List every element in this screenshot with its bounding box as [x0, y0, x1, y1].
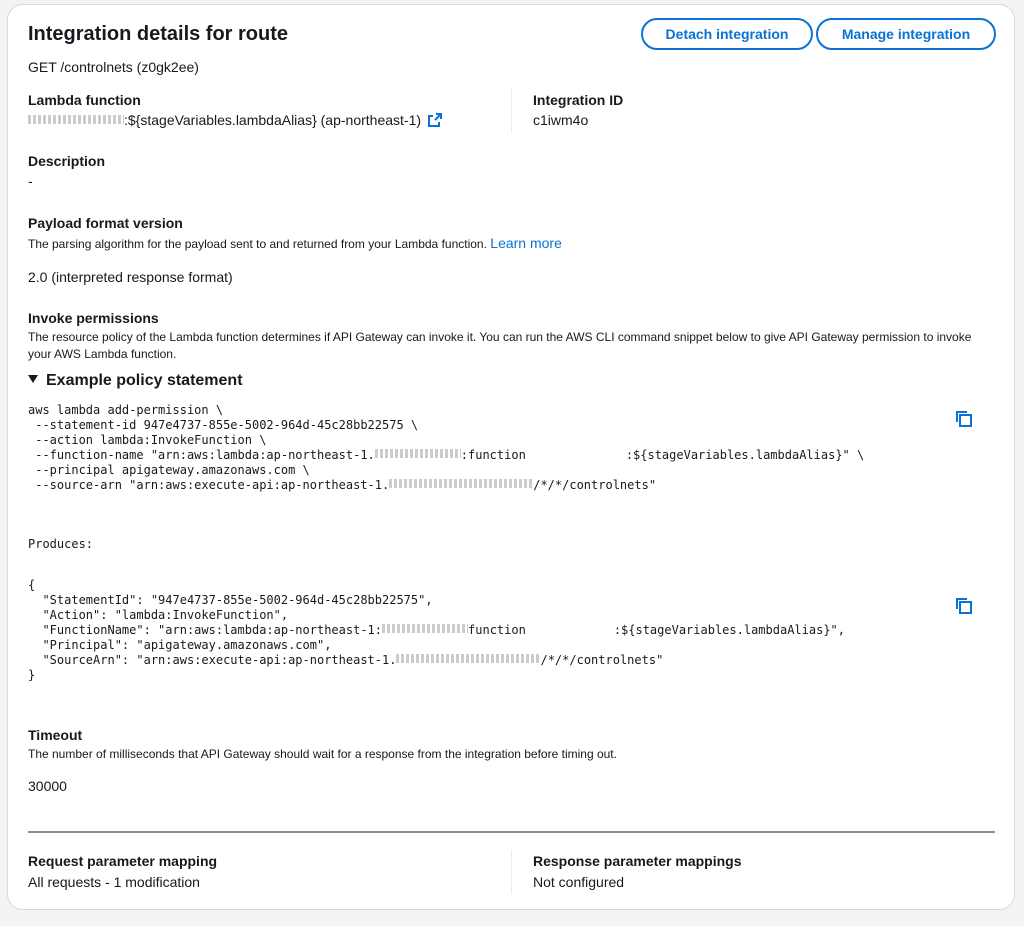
redacted-text: [28, 115, 124, 124]
request-mapping-label: Request parameter mapping: [28, 853, 218, 869]
code-line: "StatementId": "947e4737-855e-5002-964d-45c28bb22575",: [28, 593, 433, 607]
detach-integration-button[interactable]: Detach integration: [641, 18, 813, 50]
lambda-function-text: :${stageVariables.lambdaAlias} (ap-northeast-1): [124, 112, 422, 128]
code-segment: /*/*/controlnets": [533, 478, 657, 492]
lambda-function-label: Lambda function: [28, 92, 141, 108]
code-line: --statement-id 947e4737-855e-5002-964d-45c28bb22575 \: [28, 418, 419, 432]
timeout-value: 30000: [28, 778, 67, 794]
code-segment: :${stageVariables.lambdaAlias}",: [613, 623, 845, 637]
caret-down-icon: [28, 375, 38, 383]
payload-format-value: 2.0 (interpreted response format): [28, 269, 233, 285]
payload-format-label: Payload format version: [28, 215, 183, 231]
code-segment: --function-name "arn:aws:lambda:ap-northeast-1.: [28, 448, 375, 462]
code-line: --principal apigateway.amazonaws.com \: [28, 463, 310, 477]
redacted-text: [375, 449, 461, 458]
produces-label: Produces:: [28, 537, 94, 551]
code-line: "Action": "lambda:InvokeFunction",: [28, 608, 289, 622]
code-line: "Principal": "apigateway.amazonaws.com",: [28, 638, 332, 652]
code-segment: :${stageVariables.lambdaAlias}" \: [625, 448, 865, 462]
example-policy-expander[interactable]: [28, 372, 243, 390]
code-line: {: [28, 578, 36, 592]
description-value: -: [28, 173, 33, 189]
column-divider: [511, 850, 512, 894]
copy-json-icon[interactable]: [955, 597, 973, 620]
code-line: [28, 448, 864, 463]
code-line: [28, 653, 845, 668]
expander-label: Example policy statement: [46, 372, 243, 389]
invoke-permissions-label: Invoke permissions: [28, 310, 159, 326]
route-subtitle: GET /controlnets (z0gk2ee): [28, 59, 199, 75]
timeout-help: The number of milliseconds that API Gateway should wait for a response from the integration before timing out.: [28, 747, 617, 761]
response-mapping-value: Not configured: [533, 874, 625, 890]
redacted-text: [396, 654, 540, 663]
code-segment: function: [468, 623, 526, 637]
column-divider: [511, 89, 512, 133]
payload-format-help: [28, 235, 562, 253]
integration-id-label: Integration ID: [533, 92, 624, 108]
redacted-text: [382, 624, 468, 633]
payload-help-text: The parsing algorithm for the payload sent to and returned from your Lambda function.: [28, 237, 487, 251]
code-segment: :function: [460, 448, 526, 462]
code-segment: "FunctionName": "arn:aws:lambda:ap-northeast-1:: [28, 623, 383, 637]
json-code-block: [28, 578, 845, 683]
code-line: [28, 623, 845, 638]
code-segment: --source-arn "arn:aws:execute-api:ap-northeast-1.: [28, 478, 390, 492]
page-title: Integration details for route: [28, 23, 289, 45]
redacted-text: [389, 479, 533, 488]
integration-details-card: [7, 4, 1015, 910]
learn-more-link[interactable]: Learn more: [490, 235, 562, 251]
cli-code-block: [28, 403, 864, 493]
external-link-icon[interactable]: [427, 112, 443, 131]
code-line: }: [28, 668, 36, 682]
code-line: aws lambda add-permission \: [28, 403, 224, 417]
copy-cli-icon[interactable]: [955, 410, 973, 433]
description-label: Description: [28, 153, 106, 169]
invoke-permissions-help: The resource policy of the Lambda function determines if API Gateway can invoke it. You can run the AWS CLI command snippet below to give API Gateway permission to invoke your AWS Lambda function.: [28, 330, 972, 361]
request-mapping-value: All requests - 1 modification: [28, 874, 200, 890]
section-divider: [28, 831, 995, 833]
code-segment: "SourceArn": "arn:aws:execute-api:ap-northeast-1.: [28, 653, 397, 667]
timeout-label: Timeout: [28, 727, 83, 743]
manage-integration-button[interactable]: Manage integration: [816, 18, 996, 50]
response-mapping-label: Response parameter mappings: [533, 853, 742, 869]
code-line: [28, 478, 864, 493]
integration-id-value: c1iwm4o: [533, 112, 589, 128]
code-segment: /*/*/controlnets": [540, 653, 664, 667]
code-line: --action lambda:InvokeFunction \: [28, 433, 267, 447]
lambda-function-value: [28, 112, 443, 131]
